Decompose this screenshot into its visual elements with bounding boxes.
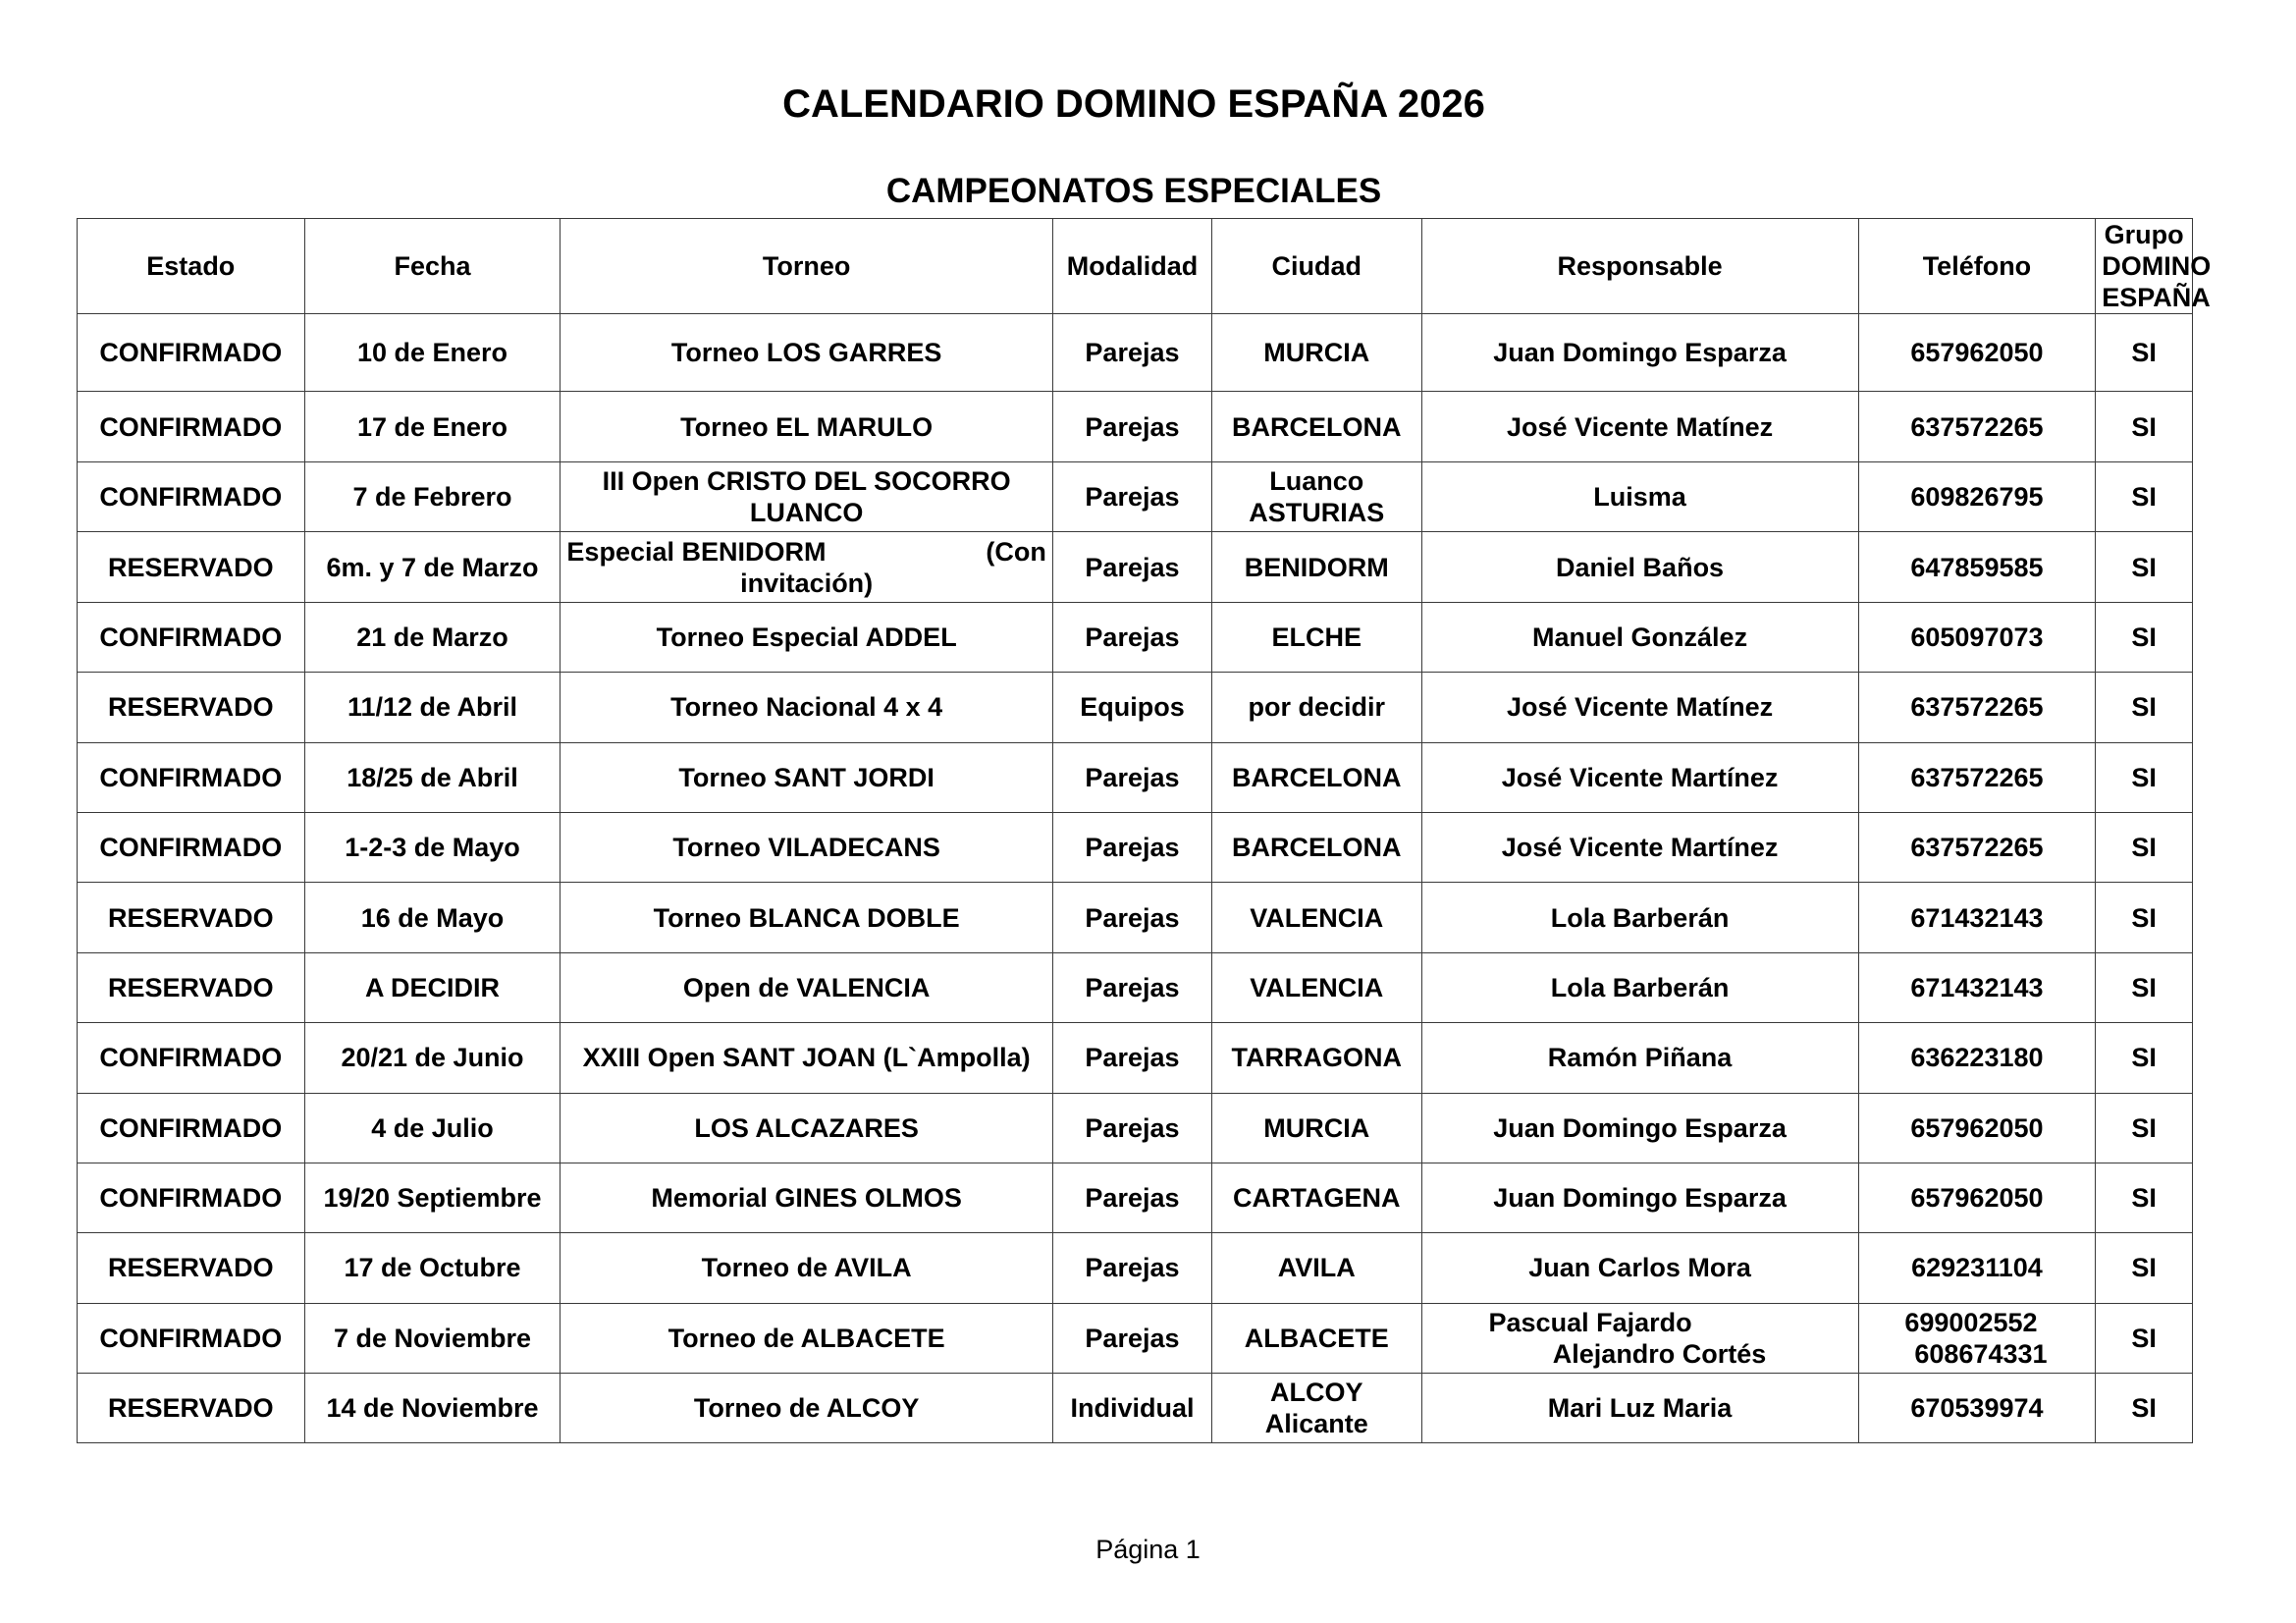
cell-grupo: SI [2096, 883, 2193, 952]
cell-grupo: SI [2096, 952, 2193, 1022]
cell-responsable [1421, 1303, 1858, 1373]
cell-telefono: 629231104 [1858, 1233, 2096, 1303]
cell-ciudad: BENIDORM [1212, 532, 1421, 602]
cell-modalidad: Parejas [1052, 1093, 1211, 1163]
cell-estado: CONFIRMADO [78, 462, 305, 532]
table-row [78, 392, 2193, 462]
cell-estado: CONFIRMADO [78, 1163, 305, 1232]
header-fecha: Fecha [304, 219, 561, 314]
cell-torneo: Torneo de AVILA [561, 1233, 1052, 1303]
cell-ciudad: BARCELONA [1212, 392, 1421, 462]
cell-responsable: Juan Domingo Esparza [1421, 1093, 1858, 1163]
cell-responsable: Juan Domingo Esparza [1421, 314, 1858, 392]
cell-grupo: SI [2096, 462, 2193, 532]
cell-grupo: SI [2096, 742, 2193, 812]
cell-torneo: Memorial GINES OLMOS [561, 1163, 1052, 1232]
cell-grupo: SI [2096, 1374, 2193, 1443]
cell-grupo: SI [2096, 314, 2193, 392]
table-header-row [78, 219, 2193, 314]
cell-grupo: SI [2096, 673, 2193, 742]
cell-responsable: Juan Domingo Esparza [1421, 1163, 1858, 1232]
header-grupo-line-3: ESPAÑA [2102, 283, 2211, 312]
cell-telefono: 636223180 [1858, 1023, 2096, 1093]
cell-torneo-line-1: III Open CRISTO DEL SOCORRO [602, 466, 1011, 497]
cell-telefono: 671432143 [1858, 883, 2096, 952]
table-row [78, 1023, 2193, 1093]
cell-ciudad: ELCHE [1212, 602, 1421, 672]
table-row [78, 742, 2193, 812]
cell-responsable: Lola Barberán [1421, 883, 1858, 952]
cell-grupo: SI [2096, 602, 2193, 672]
cell-modalidad: Parejas [1052, 1023, 1211, 1093]
cell-responsable: Luisma [1421, 462, 1858, 532]
cell-responsable: Mari Luz Maria [1421, 1374, 1858, 1443]
cell-torneo: Torneo LOS GARRES [561, 314, 1052, 392]
table-row [78, 1163, 2193, 1232]
cell-torneo-line-2: LUANCO [749, 498, 864, 528]
header-estado: Estado [78, 219, 305, 314]
page-number: Página 1 [1095, 1535, 1201, 1564]
header-responsable: Responsable [1421, 219, 1858, 314]
cell-fecha: 7 de Noviembre [304, 1303, 561, 1373]
cell-ciudad [1212, 1374, 1421, 1443]
cell-telefono: 637572265 [1858, 392, 2096, 462]
cell-grupo: SI [2096, 392, 2193, 462]
header-ciudad: Ciudad [1212, 219, 1421, 314]
cell-estado: CONFIRMADO [78, 1093, 305, 1163]
cell-responsable: José Vicente Martínez [1421, 742, 1858, 812]
table-row [78, 952, 2193, 1022]
cell-estado: RESERVADO [78, 673, 305, 742]
cell-modalidad: Parejas [1052, 883, 1211, 952]
header-telefono: Teléfono [1858, 219, 2096, 314]
table-row [78, 462, 2193, 532]
cell-estado: CONFIRMADO [78, 602, 305, 672]
cell-telefono: 657962050 [1858, 314, 2096, 392]
cell-grupo: SI [2096, 532, 2193, 602]
cell-modalidad: Parejas [1052, 392, 1211, 462]
cell-torneo: Torneo Nacional 4 x 4 [561, 673, 1052, 742]
header-grupo-line-1: Grupo [2104, 220, 2184, 249]
cell-fecha: 21 de Marzo [304, 602, 561, 672]
cell-fecha: 4 de Julio [304, 1093, 561, 1163]
cell-modalidad: Equipos [1052, 673, 1211, 742]
cell-responsable: Ramón Piñana [1421, 1023, 1858, 1093]
cell-torneo: Torneo SANT JORDI [561, 742, 1052, 812]
cell-telefono: 671432143 [1858, 952, 2096, 1022]
cell-torneo: LOS ALCAZARES [561, 1093, 1052, 1163]
cell-grupo: SI [2096, 1163, 2193, 1232]
cell-responsable-line-1: Pascual Fajardo [1488, 1307, 1692, 1337]
cell-torneo: Torneo de ALCOY [561, 1374, 1052, 1443]
cell-ciudad: MURCIA [1212, 314, 1421, 392]
cell-fecha: A DECIDIR [304, 952, 561, 1022]
cell-ciudad-line-1: ALCOY [1270, 1378, 1363, 1408]
cell-telefono: 609826795 [1858, 462, 2096, 532]
cell-responsable: Lola Barberán [1421, 952, 1858, 1022]
header-grupo-line-2: DOMINO [2102, 251, 2212, 281]
cell-ciudad: AVILA [1212, 1233, 1421, 1303]
cell-torneo-line-1 [566, 536, 1045, 568]
cell-responsable-line-2: Alejandro Cortés [1552, 1338, 1767, 1369]
cell-torneo: Torneo Especial ADDEL [561, 602, 1052, 672]
cell-telefono: 657962050 [1858, 1093, 2096, 1163]
cell-grupo: SI [2096, 1233, 2193, 1303]
cell-telefono: 637572265 [1858, 742, 2096, 812]
cell-torneo: Torneo EL MARULO [561, 392, 1052, 462]
cell-estado: RESERVADO [78, 952, 305, 1022]
cell-torneo-line-2: invitación) [740, 568, 874, 598]
cell-telefono-line-1: 699002552 [1904, 1307, 2038, 1337]
cell-ciudad-line-2: Alicante [1264, 1409, 1368, 1439]
table-row [78, 314, 2193, 392]
cell-ciudad: por decidir [1212, 673, 1421, 742]
cell-estado: CONFIRMADO [78, 1303, 305, 1373]
cell-grupo: SI [2096, 1023, 2193, 1093]
cell-fecha: 6m. y 7 de Marzo [304, 532, 561, 602]
cell-fecha: 7 de Febrero [304, 462, 561, 532]
cell-telefono [1858, 1303, 2096, 1373]
cell-responsable: Manuel González [1421, 602, 1858, 672]
cell-responsable: Daniel Baños [1421, 532, 1858, 602]
cell-estado: RESERVADO [78, 1374, 305, 1443]
cell-telefono: 637572265 [1858, 673, 2096, 742]
cell-torneo: Torneo BLANCA DOBLE [561, 883, 1052, 952]
table-row [78, 602, 2193, 672]
cell-estado: RESERVADO [78, 532, 305, 602]
cell-ciudad [1212, 462, 1421, 532]
cell-ciudad: MURCIA [1212, 1093, 1421, 1163]
cell-modalidad: Parejas [1052, 1163, 1211, 1232]
cell-fecha: 10 de Enero [304, 314, 561, 392]
cell-torneo: XXIII Open SANT JOAN (L`Ampolla) [561, 1023, 1052, 1093]
cell-estado: CONFIRMADO [78, 812, 305, 882]
section-title: CAMPEONATOS ESPECIALES [885, 172, 1382, 210]
cell-telefono: 647859585 [1858, 532, 2096, 602]
cell-telefono-line-2: 608674331 [1914, 1338, 2048, 1369]
cell-estado: CONFIRMADO [78, 742, 305, 812]
cell-responsable: José Vicente Martínez [1421, 812, 1858, 882]
cell-torneo: Torneo VILADECANS [561, 812, 1052, 882]
cell-estado: CONFIRMADO [78, 392, 305, 462]
cell-modalidad: Parejas [1052, 314, 1211, 392]
cell-modalidad: Individual [1052, 1374, 1211, 1443]
cell-fecha: 20/21 de Junio [304, 1023, 561, 1093]
cell-modalidad: Parejas [1052, 532, 1211, 602]
cell-modalidad: Parejas [1052, 462, 1211, 532]
cell-telefono: 670539974 [1858, 1374, 2096, 1443]
cell-responsable: Juan Carlos Mora [1421, 1233, 1858, 1303]
cell-ciudad-line-1: Luanco [1269, 466, 1364, 497]
cell-fecha: 11/12 de Abril [304, 673, 561, 742]
cell-grupo: SI [2096, 1093, 2193, 1163]
cell-ciudad: VALENCIA [1212, 952, 1421, 1022]
cell-fecha: 19/20 Septiembre [304, 1163, 561, 1232]
header-grupo-domino-espana [2096, 219, 2212, 314]
page-title: CALENDARIO DOMINO ESPAÑA 2026 [782, 82, 1485, 126]
cell-fecha: 17 de Octubre [304, 1233, 561, 1303]
cell-torneo [561, 462, 1052, 532]
cell-ciudad: CARTAGENA [1212, 1163, 1421, 1232]
table-row [78, 673, 2193, 742]
cell-torneo [561, 532, 1052, 602]
cell-responsable: José Vicente Matínez [1421, 392, 1858, 462]
cell-telefono: 657962050 [1858, 1163, 2096, 1232]
table-row [78, 1303, 2193, 1373]
cell-fecha: 14 de Noviembre [304, 1374, 561, 1443]
header-modalidad: Modalidad [1052, 219, 1211, 314]
cell-torneo: Open de VALENCIA [561, 952, 1052, 1022]
header-torneo: Torneo [561, 219, 1052, 314]
cell-ciudad: ALBACETE [1212, 1303, 1421, 1373]
cell-modalidad: Parejas [1052, 952, 1211, 1022]
cell-telefono: 637572265 [1858, 812, 2096, 882]
cell-ciudad: TARRAGONA [1212, 1023, 1421, 1093]
table-row [78, 1233, 2193, 1303]
cell-responsable: José Vicente Matínez [1421, 673, 1858, 742]
cell-telefono: 605097073 [1858, 602, 2096, 672]
cell-modalidad: Parejas [1052, 742, 1211, 812]
cell-fecha: 18/25 de Abril [304, 742, 561, 812]
cell-estado: CONFIRMADO [78, 314, 305, 392]
cell-grupo: SI [2096, 812, 2193, 882]
table-row [78, 1093, 2193, 1163]
cell-modalidad: Parejas [1052, 1303, 1211, 1373]
cell-fecha: 1-2-3 de Mayo [304, 812, 561, 882]
cell-fecha: 17 de Enero [304, 392, 561, 462]
cell-ciudad: VALENCIA [1212, 883, 1421, 952]
calendar-table [77, 218, 2212, 1443]
cell-estado: CONFIRMADO [78, 1023, 305, 1093]
cell-modalidad: Parejas [1052, 812, 1211, 882]
cell-estado: RESERVADO [78, 1233, 305, 1303]
cell-ciudad: BARCELONA [1212, 742, 1421, 812]
cell-estado: RESERVADO [78, 883, 305, 952]
cell-modalidad: Parejas [1052, 602, 1211, 672]
cell-grupo: SI [2096, 1303, 2193, 1373]
cell-modalidad: Parejas [1052, 1233, 1211, 1303]
cell-ciudad-line-2: ASTURIAS [1249, 498, 1385, 528]
table-row [78, 883, 2193, 952]
table-row [78, 1374, 2193, 1443]
cell-torneo: Torneo de ALBACETE [561, 1303, 1052, 1373]
cell-torneo-line-1-start: Especial BENIDORM [566, 536, 827, 567]
cell-fecha: 16 de Mayo [304, 883, 561, 952]
cell-ciudad: BARCELONA [1212, 812, 1421, 882]
table-row [78, 812, 2193, 882]
cell-torneo-line-1-end: (Con [986, 536, 1046, 567]
table-row [78, 532, 2193, 602]
